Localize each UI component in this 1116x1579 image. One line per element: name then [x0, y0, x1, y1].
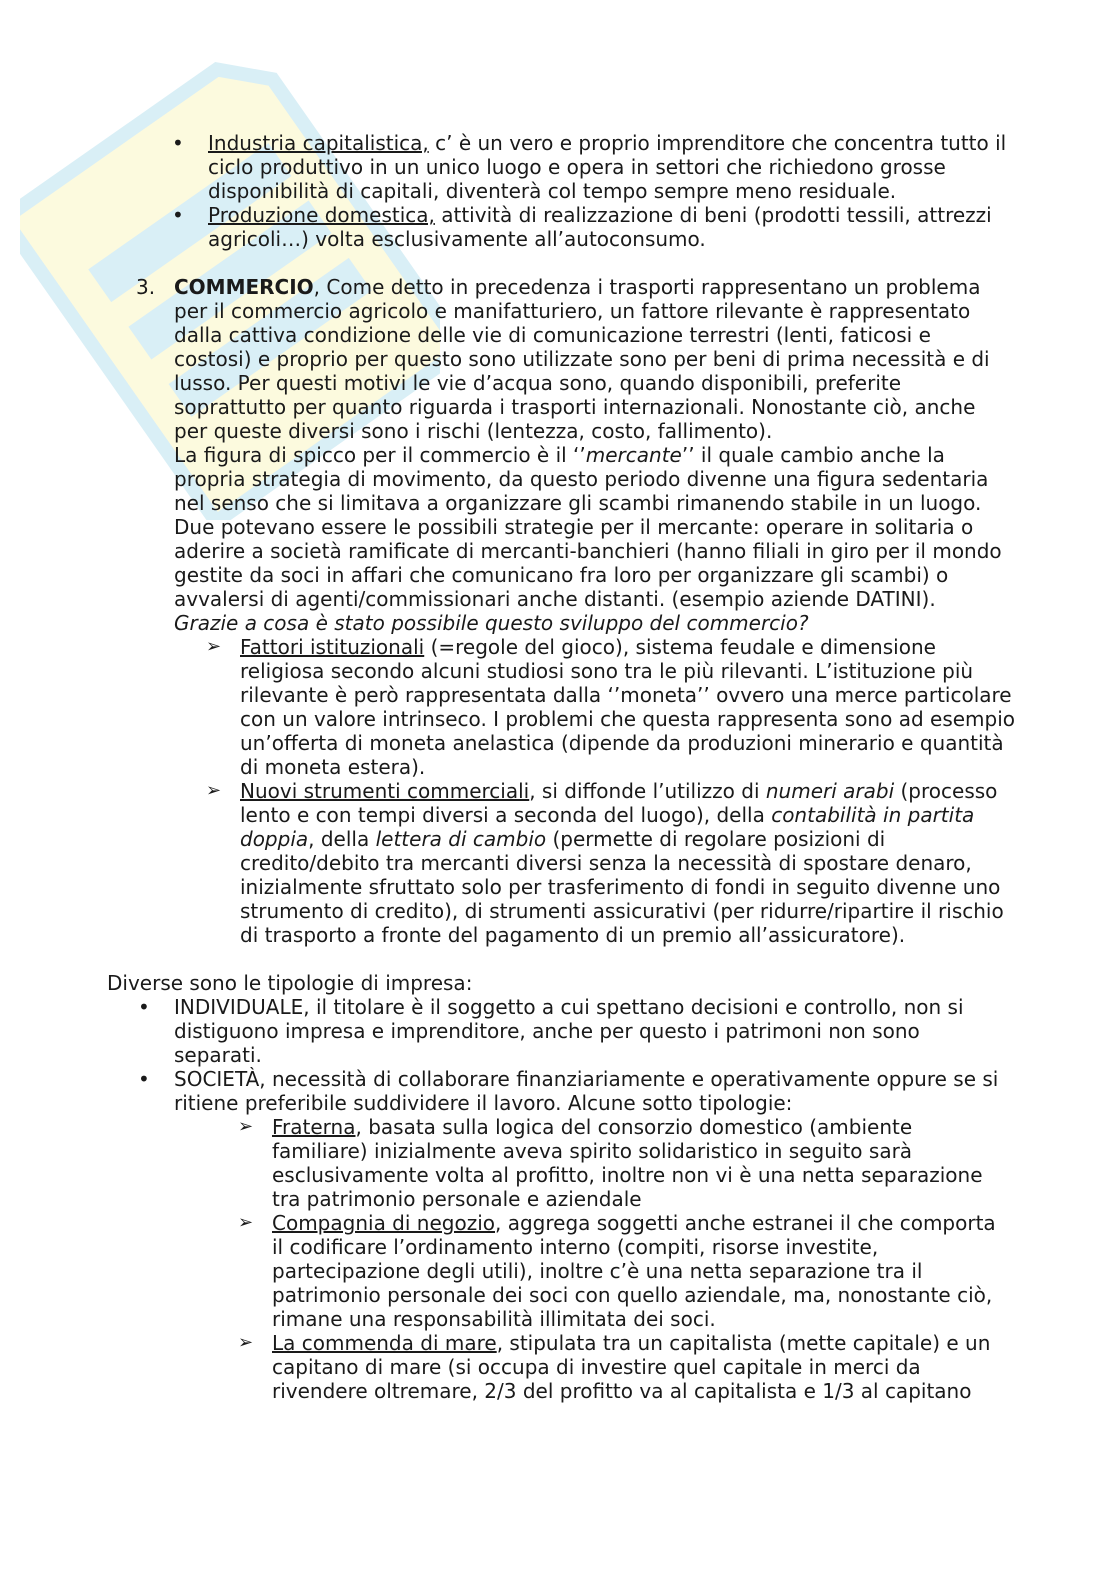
- italic-term: numeri arabi: [765, 779, 895, 803]
- list-item: • SOCIETÀ, necessità di collaborare finanziariamente e operativamente oppure se si ritiene preferibile suddividere il lavoro. Alcune sotto tipologie:: [174, 1067, 1014, 1115]
- item-text: attività di realizzazione di beni (prodotti tessili, attrezzi agricoli…) volta esclusivamente all’autoconsumo.: [208, 203, 992, 251]
- item-text: , aggrega soggetti anche estranei il che comporta il codificare l’ordinamento interno (compiti, risorse investite, partecipazione degli utili), inoltre c’è una netta separazione tra il patrimonio personale dei soci con quello aziendale, ma, nonostante ciò, rimane una responsabilità illimitata dei soci.: [272, 1211, 996, 1331]
- item-text: c’ è un vero e proprio imprenditore che concentra tutto il ciclo produttivo in un unico luogo e opera in settori che richiedono grosse disponibilità di capitali, diventerà col tempo sempre meno residuale.: [208, 131, 1007, 203]
- list-item: [240, 635, 1015, 779]
- factors-list: [0, 635, 1116, 947]
- term: Fraterna: [272, 1115, 356, 1139]
- intro-bullet-list: [0, 131, 1116, 251]
- term: Fattori istituzionali: [240, 635, 425, 659]
- paragraph-text: ’’ il quale cambio anche la propria strategia di movimento, da questo periodo divenne una figura sedentaria nel senso che si limitava a organizzare gli scambi rimanendo stabile in un luogo. Due potevano essere le possibili strategie per il mercante: operare in solitaria o aderire a società ramificate di mercanti-banchieri (hanno filiali in giro per il mondo gestite da soci in affari che comunicano fra loro per organizzare gli scambi) o avvalersi di agenti/commissionari anche distanti. (esempio aziende DATINI).: [174, 443, 1002, 611]
- item-text: , si diffonde l’utilizzo di: [529, 779, 766, 803]
- list-item: [240, 779, 1015, 947]
- term: Compagnia di negozio: [272, 1211, 495, 1235]
- list-item: [272, 1115, 1012, 1211]
- italic-term: contabilità in partita doppia: [240, 803, 975, 851]
- item-text: , della: [308, 827, 376, 851]
- list-item: [208, 203, 1008, 251]
- list-item: [272, 1331, 1012, 1403]
- tipologie-list: [0, 995, 1116, 1115]
- item-text: (processo lento e con tempi diversi a seconda del luogo), della: [240, 779, 998, 827]
- item-text: (permette di regolare posizioni di credito/debito tra mercanti diversi senza la necessità di spostare denaro, inizialmente sfruttato solo per trasferimento di fondi in seguito divenne uno strumento di credito), di strumenti assicurativi (per ridurre/ripartire il rischio di trasporto a fronte del pagamento di un premio all’assicuratore).: [240, 827, 1004, 947]
- paragraph-text: , Come detto in precedenza i trasporti rappresentano un problema per il commercio agricolo e manifatturiero, un fattore rilevante è rappresentato dalla cattiva condizione delle vie di comunicazione terrestri (lenti, faticosi e costosi) e proprio per questo sono utilizzate sono per beni di prima necessità e di lusso. Per questi motivi le vie d’acqua sono, quando disponibili, preferite soprattutto per quanto riguarda i trasporti internazionali. Nonostante ciò, anche per queste diversi sono i rischi (lentezza, costo, fallimento).: [174, 275, 990, 443]
- list-item: • INDIVIDUALE, il titolare è il soggetto a cui spettano decisioni e controllo, non si distiguono impresa e imprenditore, anche per questo i patrimoni non sono separati.: [174, 995, 1014, 1067]
- term: Nuovi strumenti commerciali: [240, 779, 530, 803]
- term: Industria capitalistica,: [208, 131, 429, 155]
- italic-term: lettera di cambio: [375, 827, 547, 851]
- mercante-term: mercante: [585, 443, 682, 467]
- item-text: , basata sulla logica del consorzio domestico (ambiente familiare) inizialmente aveva spirito solidaristico in seguito sarà esclusivamente volta al profitto, inoltre non vi è una netta separazione tra patrimonio personale e aziendale: [272, 1115, 983, 1211]
- document-body: [0, 131, 1116, 1403]
- section-question: Grazie a cosa è stato possibile questo sviluppo del commercio?: [174, 611, 809, 635]
- term: La commenda di mare: [272, 1331, 497, 1355]
- paragraph-text: La figura di spicco per il commercio è il ‘’: [174, 443, 586, 467]
- section-number: 3.: [136, 275, 156, 299]
- list-item: [208, 131, 1008, 203]
- commercio-para-2: [174, 443, 1014, 611]
- item-text: , stipulata tra un capitalista (mette capitale) e un capitano di mare (si occupa di investire quel capitale in merci da rivendere oltremare, 2/3 del profitto va al capitalista e 1/3 al capitano: [272, 1331, 991, 1403]
- section-heading: COMMERCIO: [174, 275, 314, 299]
- tipologie-intro: Diverse sono le tipologie di impresa:: [107, 971, 473, 995]
- item-text: (=regole del gioco), sistema feudale e dimensione religiosa secondo alcuni studiosi sono tra le più rilevanti. L’istituzione più rilevante è però rappresentata dalla ‘’moneta’’ ovvero una merce particolare con un valore intrinseco. I problemi che questa rappresenta sono ad esempio un’offerta di moneta anelastica (dipende da produzioni minerario e quantità di moneta estera).: [240, 635, 1016, 779]
- commercio-para-1: [174, 275, 1014, 443]
- societa-sublist: [0, 1115, 1116, 1403]
- list-item: [272, 1211, 1012, 1331]
- term: Produzione domestica,: [208, 203, 435, 227]
- commercio-section: [136, 275, 1014, 635]
